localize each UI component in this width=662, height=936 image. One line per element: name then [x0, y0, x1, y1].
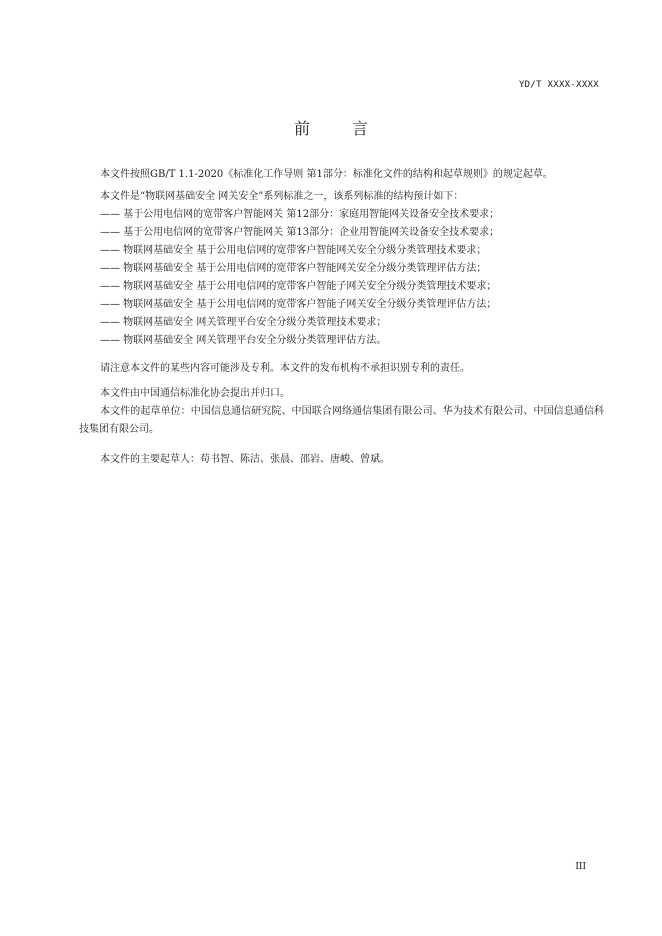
list-item: —— 物联网基础安全 基于公用电信网的宽带客户智能网关安全分级分类管理评估方法； — [100, 263, 487, 274]
series-list — [79, 206, 604, 350]
paragraph-patent-notice: 请注意本文件的某些内容可能涉及专利。本文件的发布机构不承担识别专利的责任。 — [100, 363, 470, 374]
paragraph-proposer: 本文件由中国通信标准化协会提出并归口。 — [100, 388, 290, 399]
list-item: —— 物联网基础安全 基于公用电信网的宽带客户智能子网关安全分级分类管理评估方法； — [100, 299, 497, 310]
paragraph-drafting-rules: 本文件按照GB/T 1.1-2020《标准化工作导则 第1部分：标准化文件的结构和起草规则》的规定起草。 — [100, 169, 553, 180]
document-code: YD/T XXXX-XXXX — [518, 80, 599, 90]
list-item: —— 物联网基础安全 网关管理平台安全分级分类管理评估方法。 — [100, 335, 387, 346]
list-item: —— 基于公用电信网的宽带客户智能网关 第12部分：家庭用智能网关设备安全技术要求； — [100, 209, 500, 220]
page-title: 前言 — [293, 119, 410, 138]
paragraph-drafters: 本文件的主要起草人：苟书智、陈洁、张晨、邵岩、唐峻、曾斌。 — [100, 454, 390, 465]
page-number: III — [575, 862, 586, 872]
list-item: —— 物联网基础安全 基于公用电信网的宽带客户智能子网关安全分级分类管理技术要求； — [100, 281, 497, 292]
paragraph-series-intro: 本文件是“物联网基础安全 网关安全”系列标准之一，该系列标准的结构预计如下： — [100, 191, 464, 202]
list-item: —— 物联网基础安全 基于公用电信网的宽带客户智能网关安全分级分类管理技术要求； — [100, 245, 487, 256]
list-item: —— 基于公用电信网的宽带客户智能网关 第13部分：企业用智能网关设备安全技术要求； — [100, 227, 500, 238]
list-item: —— 物联网基础安全 网关管理平台安全分级分类管理技术要求； — [100, 317, 387, 328]
paragraph-drafting-units: 本文件的起草单位：中国信息通信研究院、中国联合网络通信集团有限公司、华为技术有限公司、中国信息通信科技集团有限公司。 — [79, 406, 604, 435]
foreword-body — [79, 166, 604, 469]
